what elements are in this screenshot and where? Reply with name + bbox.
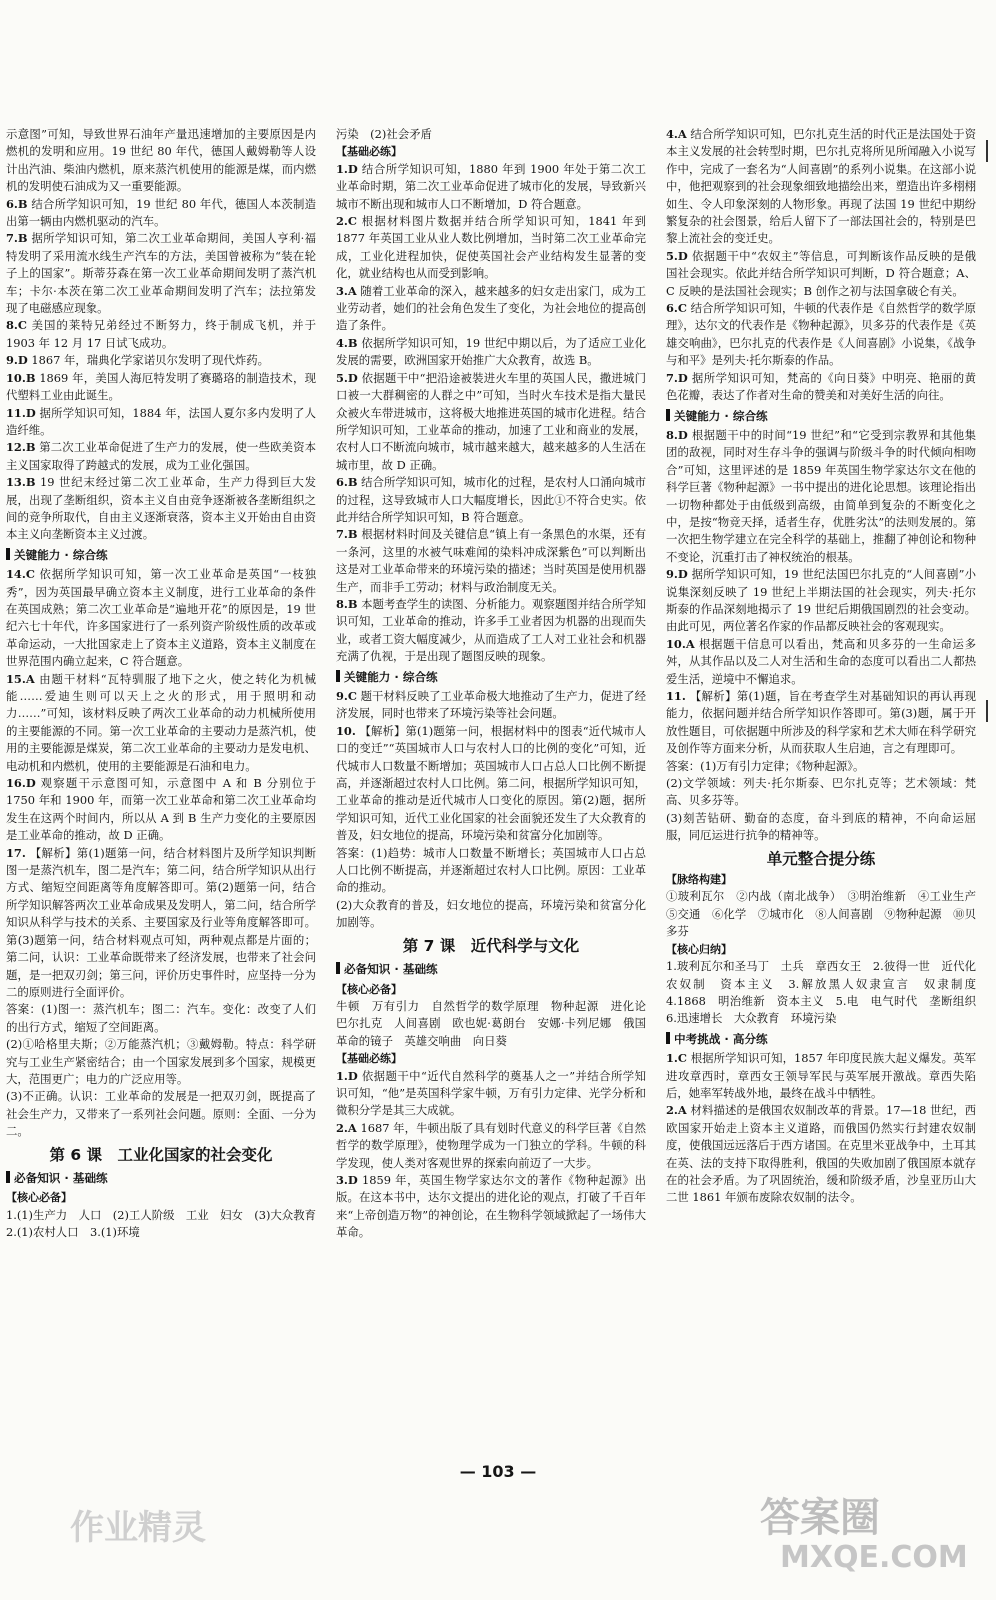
answer-item	[6, 439, 316, 474]
paragraph: (3)刻苦钻研、勤奋的态度，奋斗到底的精神，不向命运屈服，同厄运进行抗争的精神等。	[666, 810, 976, 843]
answer-number: 5.D	[336, 370, 358, 385]
answer-number: 9.C	[336, 689, 357, 703]
section-heading-row	[666, 1028, 976, 1050]
answer-explanation: 1867 年，瑞典化学家诺贝尔发明了现代炸药。	[31, 353, 270, 368]
answer-item	[336, 335, 646, 370]
subsection-label: 【脉络构建】	[666, 873, 732, 887]
answer-explanation: 结合所学知识可知，19 世纪 80 年代，德国人本茨制造出第一辆由内燃机驱动的汽车。	[6, 196, 317, 229]
subsection-label: 【基础必练】	[336, 145, 402, 159]
answer-item	[336, 526, 646, 596]
answer-item	[666, 126, 976, 248]
answer-item	[666, 1050, 976, 1102]
answer-number: 8.C	[6, 318, 27, 333]
answer-explanation: 根据所学知识可知，1857 年印度民族大起义爆发。英军进攻章西时，章西女王领导军民与英军展开激战。章西失陷后，她率军转战外地，最终在战斗中牺牲。	[666, 1051, 976, 1100]
answer-item	[666, 566, 976, 636]
answer-number: 16.D	[6, 776, 36, 791]
answer-item	[666, 248, 976, 300]
answer-number: 10.A	[666, 636, 695, 651]
answer-explanation: 1859 年，英国生物学家达尔文的著作《物种起源》出版。在这本书中，达尔文提出的进化论的观点，打破了千百年来“上帝创造万物”的神创论，在生物科学领域掀起了一场伟大革命。	[336, 1172, 646, 1240]
answer-item	[336, 1120, 646, 1172]
column-left	[6, 126, 328, 1242]
answer-explanation: 第二次工业革命促进了生产力的发展，使一些欧美资本主义国家取得了跨越式的发展，成为工业化强国。	[6, 440, 316, 472]
answer-explanation: 据所学知识可知，第二次工业革命期间，美国人亨利·福特发明了采用流水线生产汽车的方法，美国曾被称为“装在轮子上的国家”。斯蒂芬森在第一次工业革命期间发明了蒸汽机车；卡尔·本茨在第二次工业革命期间发明了汽车；法拉第发现了电磁感应现象。	[6, 231, 316, 316]
section-bar-icon	[666, 1032, 670, 1044]
answer-number: 1.C	[666, 1051, 687, 1066]
subsection-label: 【核心必备】	[6, 1191, 72, 1205]
section-heading-text: 中考挑战 · 高分练	[674, 1031, 768, 1046]
page-number: — 103 —	[459, 1462, 537, 1481]
answer-item	[336, 1068, 646, 1120]
answer-item	[336, 213, 646, 283]
answer-explanation: 据所学知识可知，19 世纪法国巴尔扎克的“人间喜剧”小说集深刻反映了 19 世纪上半期法国的社会现实，列夫·托尔斯泰的作品深刻地揭示了 19 世纪后期俄国剧烈的社会变动。由此可见，两位著名作家的作品都反映社会的客观现实。	[666, 567, 976, 634]
answer-item	[336, 688, 646, 723]
section-heading-row	[6, 1167, 316, 1189]
watermark-left: 作业精灵	[70, 1508, 206, 1548]
answer-explanation: 根据题干信息可以看出，梵高和贝多芬的一生命运多舛，从其作品以及二人对生活和生命的态度可以看出二人都热爱生活，逆境中不懈追求。	[666, 636, 976, 686]
answer-number: 8.B	[336, 596, 358, 611]
section-heading-row	[666, 405, 976, 427]
answer-item	[6, 566, 316, 670]
answer-explanation: 根据材料图片数据并结合所学知识可知，1841 年到 1877 年英国工业从业人数比例增加，当时第二次工业革命完成，工业化进程加快，促使英国社会产业结构发生显著的变化，就业结构也从而受到影响。	[336, 214, 646, 281]
answer-explanation: 据所学知识可知，梵高的《向日葵》中明亮、艳丽的黄色花瓣，表达了作者对生命的赞美和对美好生活的向往。	[666, 370, 976, 403]
section-bar-icon	[6, 1171, 10, 1183]
answer-explanation: 材料描述的是俄国农奴制改革的背景。17—18 世纪，西欧国家开始走上资本主义道路，而俄国仍然实行封建农奴制度，使俄国远远落后于西方诸国。在克里米亚战争中，土耳其在英、法的支持下取得胜利，俄国的失败加剧了俄国原本就存在的社会矛盾。为了巩固统治，缓和阶级矛盾，沙皇亚历山大二世 1861 年颁布废除农奴制的法令。	[666, 1103, 976, 1205]
section-heading	[6, 547, 108, 564]
section-heading-text: 关键能力 · 综合练	[14, 547, 108, 562]
answer-explanation: 根据题干中的时间“19 世纪”和“它受到宗教界和其他集团的敌视，同时对生存斗争的强调与阶级斗争的时代倾向相吻合”可知，这里评述的是 1859 年英国生物学家达尔文在他的科学巨著《物种起源》一书中提出的进化论思想。该理论指出一切物种都处于由低级到高级，由简单到复杂的不断变化之中，是按“物竞天择，适者生存，优胜劣汰”的法则发展的。第一次把生物学建立在完全科学的基础上，推翻了神创论和物种不变论，沉重打击了神权统治的根基。	[666, 427, 976, 564]
answer-item	[6, 370, 316, 405]
answer-number: 2.A	[336, 1120, 357, 1135]
paragraph: 1.(1)生产力 人口 (2)工人阶级 工业 妇女 (3)大众教育 2.(1)农村人口 3.(1)环境	[6, 1207, 328, 1240]
answer-item	[336, 283, 646, 335]
answer-explanation: 【解析】第(1)题，旨在考查学生对基础知识的再认再现能力，依据问题并结合所学知识作答即可。第(3)题，属于开放性题目，可依据题中所涉及的科学家和艺术大师在科学研究及创作等方面来分析，从而获取人生启迪，言之有理即可。	[666, 689, 977, 756]
section-bar-icon	[666, 409, 670, 421]
subsection-label: 【核心必备】	[336, 982, 402, 996]
section-heading-row	[6, 544, 316, 566]
answer-number: 3.D	[336, 1172, 358, 1187]
column-middle	[336, 126, 658, 1242]
answer-number: 6.B	[6, 196, 28, 211]
answer-item	[336, 1172, 646, 1242]
answer-item	[666, 300, 976, 370]
answer-number: 4.A	[666, 127, 687, 141]
answer-item	[6, 352, 316, 369]
answer-explanation: 美国的莱特兄弟经过不断努力，终于制成飞机，并于 1903 年 12 月 17 日试飞成功。	[6, 318, 316, 350]
section-heading	[6, 1170, 108, 1187]
answer-number: 5.D	[666, 248, 688, 263]
paragraph: 示意图”可知，导致世界石油年产量迅速增加的主要原因是内燃机的发明和应用。19 世纪 80 年代，德国人戴姆勒等人设计出汽油、柴油内燃机，原来蒸汽机使用的能源是煤，而内燃机的发明使石油成为又一重要能源。	[6, 127, 316, 194]
watermark-right: 答案圈	[760, 1495, 880, 1541]
answer-item	[666, 1102, 976, 1206]
paragraph: 污染 (2)社会矛盾	[336, 127, 432, 141]
section-heading	[336, 961, 438, 978]
paragraph: (3)不正确。认识：工业革命的发展是一把双刃剑，既提高了社会生产力，又带来了一系列社会问题。原则：全面、一分为二。	[6, 1089, 316, 1139]
section-heading	[666, 408, 768, 425]
answer-explanation: 观察题干示意图可知，示意图中 A 和 B 分别位于 1750 年和 1900 年，而第一次工业革命和第二次工业革命均发生在这两个时间内，所以从 A 到 B 生产力变化的主要原因是工业革命的推动，故 D 正确。	[6, 776, 316, 843]
answer-explanation: 由题干材料“瓦特驯服了地下之火，使之转化为机械能……爱迪生则可以天上之火的形式，用于照明和动力……”可知，该材料反映了两次工业革命的动力机械所使用的主要能源的不同。第一次工业革命的主要动力是蒸汽机，使用的主要能源是煤炭，第二次工业革命的主要动力是发电机、电动机和内燃机，使用的主要能源是石油和电力。	[6, 671, 316, 773]
answer-number: 4.B	[336, 335, 358, 350]
answer-explanation: 【解析】第(1)题第一问，根据材料中的图表“近代城市人口的变迁”“英国城市人口与农村人口的比例的变化”可知，近代城市人口数量不断增加；英国城市人口占总人口比例不断提高，并逐渐超过农村人口比例。第二问，根据所学知识可知，工业革命的推动是近代城市人口变化的原因。第(2)题，据所学知识可知，近代工业化国家的社会面貌还发生了大众教育的普及，妇女地位的提高，环境污染和贫富分化加剧等。	[336, 723, 646, 843]
answer-item	[666, 636, 976, 688]
paragraph: (2)文学领域：列夫·托尔斯泰、巴尔扎克等；艺术领域：梵高、贝多芬等。	[666, 776, 976, 808]
answer-explanation: 19 世纪末经过第二次工业革命，生产力得到巨大发展，出现了垄断组织，资本主义自由竞争逐渐被各垄断组织之间的竞争所取代，自由主义逐渐衰落，资本主义开始由自由资本主义向垄断资本主义过渡。	[6, 475, 316, 542]
answer-explanation: 依据题干中“农奴主”等信息，可判断该作品反映的是俄国社会现实。依此并结合所学知识可判断，D 符合题意；A、C 反映的是法国社会现实；B 创作之初与法国拿破仑有关。	[666, 248, 976, 298]
subsection-label: 【核心归纳】	[666, 942, 732, 956]
answer-explanation: 结合所学知识可知，1880 年到 1900 年处于第二次工业革命时期，第二次工业革命促进了城市化的发展，导致新兴城市不断出现和城市人口不断增加，D 符合题意。	[336, 161, 647, 211]
answer-number: 11.	[666, 689, 686, 703]
page-edge-mark	[986, 700, 996, 722]
answer-number: 6.C	[666, 301, 687, 316]
answer-item	[6, 405, 316, 440]
answer-number: 10.B	[6, 370, 36, 385]
section-heading-text: 必备知识 · 基础练	[14, 1170, 108, 1185]
section-heading-row	[336, 958, 646, 980]
answer-explanation: 题干材料反映了工业革命极大地推动了生产力，促进了经济发展，同时也带来了环境污染等社会问题。	[336, 689, 646, 721]
answer-explanation: 【解析】第(1)题第一问，结合材料图片及所学知识判断图一是蒸汽机车，图二是汽车；第二问，结合所学知识从出行方式、缩短空间距离等角度解答即可。第(2)题第一问，结合所学知识解答两次工业革命成果及发明人，第二问，结合所学知识从科学与技术的关系、主要国家及行业等角度解答即可。第(3)题第一问，结合材料观点可知，两种观点都是片面的；第二问，认识：工业革命既带来了经济发展，也带来了社会问题，是一把双刃剑；第三问，评价历史事件时，应坚持一分为二的原则进行全面评价。	[6, 845, 317, 999]
lesson-title: 单元整合提分练	[766, 849, 876, 868]
answer-item	[666, 370, 976, 405]
answer-explanation: 依据所学知识可知，19 世纪中期以后，为了适应工业化发展的需要，欧洲国家开始推广大众教育，故选 B。	[336, 335, 646, 368]
section-heading	[666, 1031, 768, 1048]
answer-explanation: 本题考查学生的读图、分析能力。观察题图并结合所学知识可知，工业革命的推动，许多手工业者因为机器的出现而失业，或者工资大幅度减少，从而造成了工人对工业社会和机器充满了仇视，于是出现了题图反映的现象。	[336, 596, 646, 664]
answer-number: 13.B	[6, 475, 36, 490]
answer-number: 10.	[336, 723, 356, 738]
paragraph: (2)①哈格里夫斯；②万能蒸汽机；③戴姆勒。特点：科学研究与工业生产紧密结合；由一个国家发展到多个国家，规模更大，范围更广；电力的广泛应用等。	[6, 1037, 316, 1086]
answer-number: 11.D	[6, 405, 36, 420]
answer-item	[6, 474, 316, 544]
paragraph: (2)大众教育的普及，妇女地位的提高，环境污染和贫富分化加剧等。	[336, 897, 646, 930]
paragraph: 1.玻利瓦尔和圣马丁 土兵 章西女王 2.彼得一世 近代化 农奴制 资本主义 3.解放黑人奴隶宣言 奴隶制度 4.1868 明治维新 资本主义 5.电 电气时代 垄断组织 6.迅速增长 大众教育 环境污染	[666, 959, 988, 1026]
answer-explanation: 结合所学知识可知，城市化的过程，是农村人口涌向城市的过程，这导致城市人口大幅度增长，因此①不符合史实。依此并结合所学知识可知，B 符合题意。	[336, 475, 646, 524]
paragraph: 答案：(1)万有引力定律；《物种起源》。	[666, 758, 865, 773]
lesson-title: 第 6 课 工业化国家的社会变化	[49, 1145, 273, 1164]
answer-item	[6, 671, 316, 775]
answer-item	[6, 196, 316, 231]
answer-number: 7.B	[6, 231, 28, 246]
column-right	[666, 126, 988, 1207]
answer-explanation: 据所学知识可知，1884 年，法国人夏尔多内发明了人造纤维。	[6, 405, 316, 437]
answer-number: 12.B	[6, 440, 36, 455]
answer-number: 6.B	[336, 475, 358, 490]
answer-number: 7.B	[336, 527, 358, 542]
answer-item	[6, 317, 316, 352]
answer-explanation: 依据题干中“把沿途被裝进火车里的英国人民，撒进城门口被一大群稠密的人群之中”可知，当时火车技术是指大量民众被火车带进城市，这将极大地推进英国的城市化进程。结合所学知识可知，工业革命的推动，加速了工业和商业的发展，农村人口不断流向城市，城市越来越大，越来越多的人生活在城市里，故 D 正确。	[336, 370, 646, 472]
answer-number: 17.	[6, 845, 26, 860]
section-heading	[336, 669, 438, 686]
section-bar-icon	[6, 548, 10, 560]
section-heading-row	[336, 666, 646, 688]
answer-number: 9.D	[6, 353, 28, 368]
watermark-url: MXQE.COM	[780, 1540, 968, 1575]
section-bar-icon	[336, 670, 340, 682]
answer-explanation: 1687 年，牛顿出版了具有划时代意义的科学巨著《自然哲学的数学原理》，使物理学成为一门独立的学科。牛顿的科学发现，使人类对客观世界的探索向前迈了一大步。	[336, 1120, 646, 1170]
answer-explanation: 随着工业革命的深入，越来越多的妇女走出家门，成为工业劳动者，她们的社会角色发生了变化，为社会地位的提高创造了条件。	[336, 283, 646, 333]
section-heading-text: 关键能力 · 综合练	[674, 408, 768, 423]
answer-explanation: 根据材料时间及关键信息“镇上有一条黑色的水渠，还有一条河，这里的水被气味难闻的染料冲成深紫色”可以判断出这是对工业革命带来的环境污染的描述；当时英国是使用机器生产，而非手工劳动；材料与政治制度无关。	[336, 527, 647, 594]
answer-item	[336, 723, 646, 845]
answer-number: 2.A	[666, 1103, 687, 1118]
paragraph: 答案：(1)趋势：城市人口数量不断增长；英国城市人口占总人口比例不断提高，并逐渐超过农村人口比例。原因：工业革命的推动。	[336, 845, 646, 895]
answer-item	[336, 474, 646, 526]
answer-number: 3.A	[336, 283, 357, 298]
answer-item	[336, 370, 646, 474]
answer-number: 1.D	[336, 161, 358, 176]
answer-item	[666, 688, 976, 758]
answer-explanation: 结合所学知识可知，牛顿的代表作是《自然哲学的数学原理》，达尔文的代表作是《物种起源》，贝多芬的代表作是《英雄交响曲》，巴尔扎克的代表作是《人间喜剧》小说集，《战争与和平》是列夫·托尔斯泰的作品。	[666, 301, 976, 368]
page-edge-mark	[986, 140, 996, 162]
section-bar-icon	[336, 962, 340, 974]
answer-number: 9.D	[666, 567, 688, 582]
answer-number: 2.C	[336, 214, 357, 229]
answer-item	[336, 596, 646, 666]
answer-explanation: 依据题干中“近代自然科学的奠基人之一”并结合所学知识可知，“他”是英国科学家牛顿，万有引力定律、光学分析和微积分学是其三大成就。	[336, 1068, 646, 1118]
subsection-label: 【基础必练】	[336, 1052, 402, 1066]
answer-number: 15.A	[6, 671, 35, 686]
answer-item	[666, 427, 976, 566]
paragraph: 答案：(1)图一：蒸汽机车；图二：汽车。变化：改变了人们的出行方式，缩短了空间距离。	[6, 1002, 316, 1034]
answer-number: 14.C	[6, 567, 35, 582]
answer-number: 1.D	[336, 1068, 358, 1083]
answer-item	[336, 161, 646, 213]
lesson-title: 第 7 课 近代科学与文化	[402, 936, 580, 955]
answer-explanation: 1869 年，美国人海厄特发明了赛璐珞的制造技术，现代塑料工业由此诞生。	[6, 370, 316, 403]
section-heading-text: 必备知识 · 基础练	[344, 962, 438, 977]
answer-item	[6, 775, 316, 845]
paragraph: 牛顿 万有引力 自然哲学的数学原理 物种起源 进化论 巴尔扎克 人间喜剧 欧也妮·葛朗台 安娜·卡列尼娜 俄国革命的镜子 英雄交响曲 向日葵	[336, 998, 658, 1048]
answer-explanation: 结合所学知识可知，巴尔扎克生活的时代正是法国处于资本主义发展的社会转型时期，巴尔扎克将所见所闻融入小说写作中，完成了一套名为“人间喜剧”的系列小说集。在这部小说中，他把观察到的社会现象细致地描绘出来，塑造出许多栩栩如生、令人印象深刻的人物形象。再现了法国 19 世纪中期纷繁复杂的社会图景，给后人留下了一部法国社会的，特别是巴黎上流社会的变迁史。	[666, 127, 976, 246]
answer-item	[6, 845, 316, 1002]
paragraph: ①玻利瓦尔 ②内战（南北战争） ③明治维新 ④工业生产 ⑤交通 ⑥化学 ⑦城市化 ⑧人间喜剧 ⑨物种起源 ⑩贝多芬	[666, 889, 988, 939]
section-heading-text: 关键能力 · 综合练	[344, 669, 438, 684]
answer-explanation: 依据所学知识可知，第一次工业革命是英国“一枝独秀”，因为英国最早确立资本主义制度，进行工业革命的条件在英国成熟；第二次工业革命是“遍地开花”的原因是，19 世纪六七十年代，许多国家进行了一系列资产阶级性质的改革或革命运动，一大批国家走上了资本主义道路，资本主义制度在世界范围内确立起来，C 符合题意。	[6, 567, 317, 669]
answer-item	[6, 230, 316, 317]
answer-number: 8.D	[666, 427, 688, 442]
answer-number: 7.D	[666, 370, 688, 385]
